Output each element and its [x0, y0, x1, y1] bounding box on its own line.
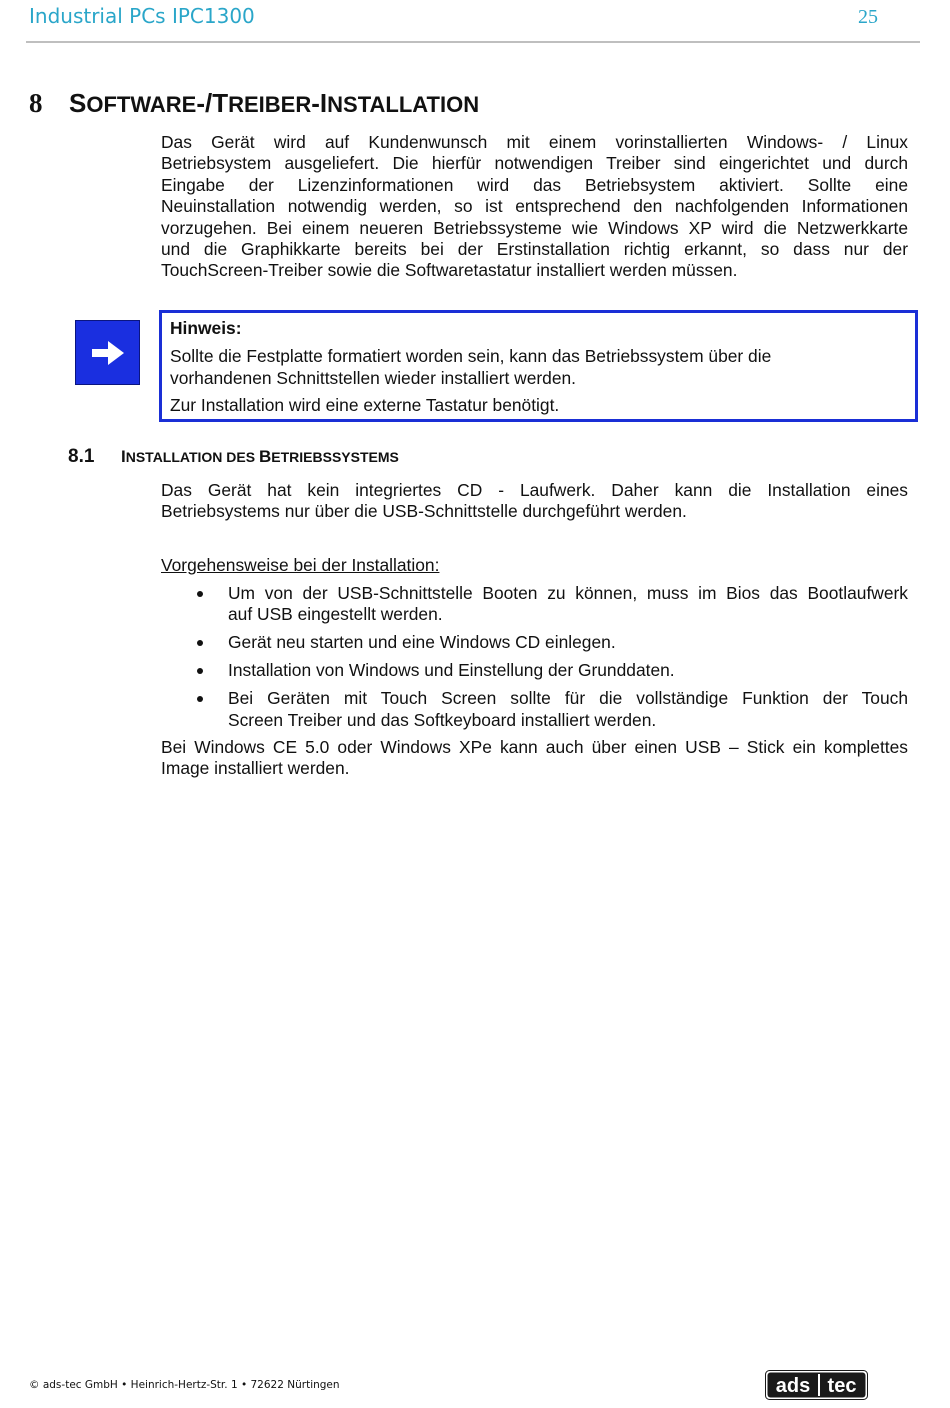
note-line: vorhandenen Schnittstellen wieder installiert werden.	[170, 368, 577, 388]
footer-address: © ads-tec GmbH • Heinrich-Hertz-Str. 1 • 72622 Nürtingen	[29, 1379, 340, 1391]
bullet-icon	[197, 640, 203, 646]
subsection-heading	[68, 446, 399, 468]
procedure-label: Vorgehensweise bei der Installation:	[161, 555, 440, 575]
subsection-title: INSTALLATION DES BETRIEBSSYSTEMS	[121, 447, 399, 466]
subsection-number: 8.1	[68, 446, 95, 467]
procedure-list	[161, 583, 908, 738]
closing-paragraph: Bei Windows CE 5.0 oder Windows XPe kann auch über einen USB – Stick ein komplettes Image installiert werden.	[161, 737, 908, 779]
note-line: Sollte die Festplatte formatiert worden sein, kann das Betriebssystem über die	[170, 346, 772, 366]
list-item: Installation von Windows und Einstellung der Grunddaten.	[161, 660, 908, 681]
ads-tec-logo	[765, 1370, 868, 1400]
list-item: Bei Geräten mit Touch Screen sollte für die vollständige Funktion der Touch Screen Treiber und das Softkeyboard installiert werden.	[161, 688, 908, 731]
bullet-icon	[197, 668, 203, 674]
section-title: SOFTWARE-/TREIBER-INSTALLATION	[69, 88, 480, 118]
logo-text-tec: tec	[827, 1375, 857, 1397]
note-box	[159, 310, 918, 422]
document-title: Industrial PCs IPC1300	[29, 4, 255, 28]
section-number: 8	[29, 88, 43, 118]
note-heading: Hinweis:	[170, 318, 242, 338]
note-line: Zur Installation wird eine externe Tastatur benötigt.	[170, 395, 560, 415]
logo-text-ads: ads	[775, 1375, 811, 1397]
section-heading	[29, 88, 479, 119]
header-divider	[26, 41, 920, 43]
section-intro-paragraph: Das Gerät wird auf Kundenwunsch mit einem vorinstallierten Windows- / Linux Betriebsystem ausgeliefert. Die hierfür notwendigen Treiber sind eingerichtet und durch Eingabe der Lizenzinformationen wird das Betriebsystem aktiviert. Sollte eine Neuinstallation notwendig werden, so ist entsprechend den nachfolgenden Informationen vorzugehen. Bei einem neueren Betriebssysteme wie Windows XP wird die Netzwerkkarte und die Graphikkarte bereits bei der Erstinstallation richtig erkannt, so dass nur der TouchScreen-Treiber sowie die Softwaretastatur installiert werden müssen.	[161, 132, 908, 281]
subsection-intro-paragraph: Das Gerät hat kein integriertes CD - Laufwerk. Daher kann die Installation eines Betriebsystems nur über die USB-Schnittstelle durchgeführt werden.	[161, 480, 908, 522]
page-number: 25	[858, 6, 878, 28]
bullet-icon	[197, 591, 203, 597]
bullet-icon	[197, 696, 203, 702]
list-item: Um von der USB-Schnittstelle Booten zu können, muss im Bios das Bootlaufwerk auf USB eingestellt werden.	[161, 583, 908, 626]
arrow-right-icon	[75, 320, 140, 385]
list-item: Gerät neu starten und eine Windows CD einlegen.	[161, 632, 908, 653]
